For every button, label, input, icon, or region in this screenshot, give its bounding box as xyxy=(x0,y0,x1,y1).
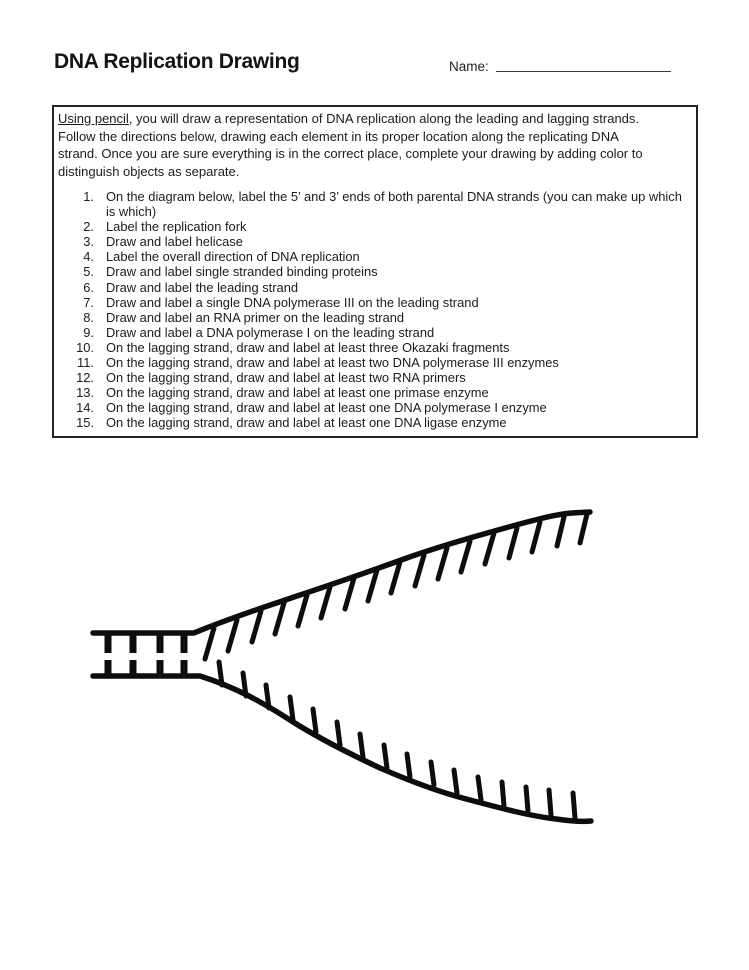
instructions-box xyxy=(52,105,698,438)
list-item: 3. Draw and label helicase xyxy=(83,234,243,250)
list-item: 8. Draw and label an RNA primer on the leading strand xyxy=(83,309,405,325)
list-item: 9. Draw and label a DNA polymerase I on the leading strand xyxy=(83,324,435,340)
intro-paragraph xyxy=(58,110,692,180)
list-item: 14. On the lagging strand, draw and label at least one DNA polymerase I enzyme xyxy=(76,400,547,416)
intro-line: Follow the directions below, drawing each element in its proper location along the replicating DNA xyxy=(58,128,619,144)
page-title: DNA Replication Drawing xyxy=(54,50,300,73)
list-item: 5. Draw and label single stranded binding proteins xyxy=(83,264,378,280)
list-item: 6. Draw and label the leading strand xyxy=(83,279,299,295)
bottom-parental-strand xyxy=(93,676,591,821)
intro-line: strand. Once you are sure everything is in the correct place, complete your drawing by adding color to xyxy=(58,146,643,161)
list-item: 12. On the lagging strand, draw and label at least two RNA primers xyxy=(76,370,466,386)
list-item: 4. Label the overall direction of DNA replication xyxy=(83,249,360,265)
list-item: 10. On the lagging strand, draw and label at least three Okazaki fragments xyxy=(76,339,510,355)
intro-line: Using pencil, you will draw a representation of DNA replication along the leading and lagging strands. xyxy=(58,111,640,126)
instruction-list xyxy=(58,189,692,431)
list-item: 11. On the lagging strand, draw and label at least two DNA polymerase III enzymes xyxy=(77,355,559,371)
name-label: Name: xyxy=(449,59,489,74)
name-blank-line[interactable] xyxy=(496,54,671,72)
top-strand-base-ticks xyxy=(205,514,587,659)
underlined-phrase: Using pencil xyxy=(58,111,129,126)
bottom-strand-base-ticks xyxy=(219,662,575,818)
list-item: 1. On the diagram below, label the 5’ and 3’ ends of both parental DNA strands (you can make up which is which) xyxy=(83,189,682,220)
list-item: 7. Draw and label a single DNA polymerase III on the leading strand xyxy=(83,294,479,310)
list-item: 2. Label the replication fork xyxy=(83,219,247,235)
intro-line: distinguish objects as separate. xyxy=(58,163,240,179)
list-item: 13. On the lagging strand, draw and label at least one primase enzyme xyxy=(76,385,489,401)
base-pair-rungs xyxy=(108,634,184,678)
dna-replication-fork-diagram xyxy=(85,492,605,857)
list-item: 15. On the lagging strand, draw and label at least one DNA ligase enzyme xyxy=(76,415,507,431)
